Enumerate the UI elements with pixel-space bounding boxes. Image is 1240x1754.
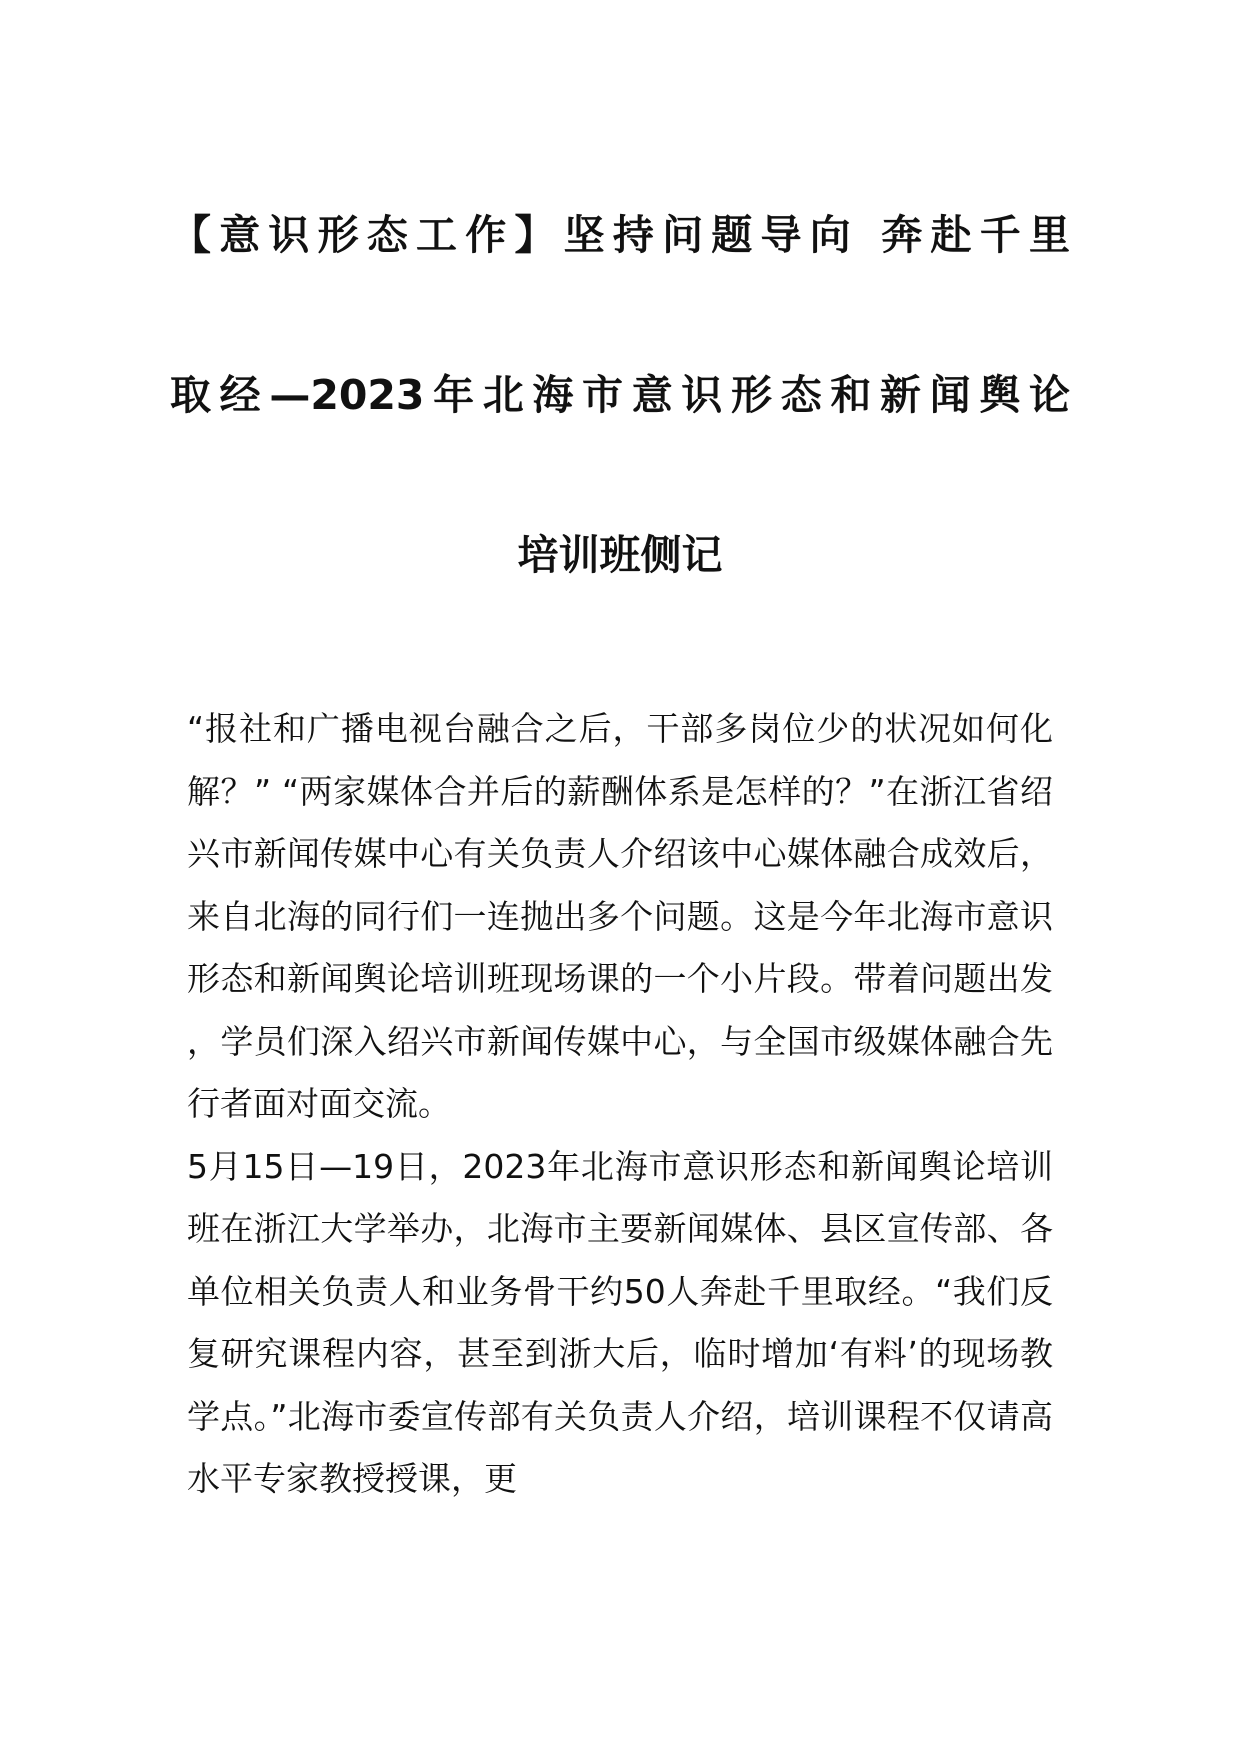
title-line-3: 培训班侧记 bbox=[517, 531, 723, 579]
body-paragraph-2: 5月15日—19日，2023年北海市意识形态和新闻舆论培训班在浙江大学举办，北海市主要新闻媒体、县区宣传部、各单位相关负责人和业务骨干约50人奔赴千里取经。“我们反复研究课程内容，甚至到浙大后，临时增加‘有料’的现场教学点。”北海市委宣传部有关负责人介绍，培训课程不仅请高水平专家教授授课，更 bbox=[187, 1146, 1053, 1498]
article-body bbox=[187, 698, 1053, 1511]
title-line-2: 取经—2023年北海市意识形态和新闻舆论 bbox=[170, 371, 1070, 419]
article-title bbox=[170, 155, 1070, 635]
body-paragraph-1: “报社和广播电视台融合之后，干部多岗位少的状况如何化解？” “两家媒体合并后的薪酬体系是怎样的？”在浙江省绍兴市新闻传媒中心有关负责人介绍该中心媒体融合成效后，来自北海的同行们一连抛出多个问题。这是今年北海市意识形态和新闻舆论培训班现场课的一个小片段。带着问题出发，学员们深入绍兴市新闻传媒中心，与全国市级媒体融合先行者面对面交流。 bbox=[187, 709, 1053, 1123]
title-line-1: 【意识形态工作】坚持问题导向 奔赴千里 bbox=[170, 211, 1070, 259]
